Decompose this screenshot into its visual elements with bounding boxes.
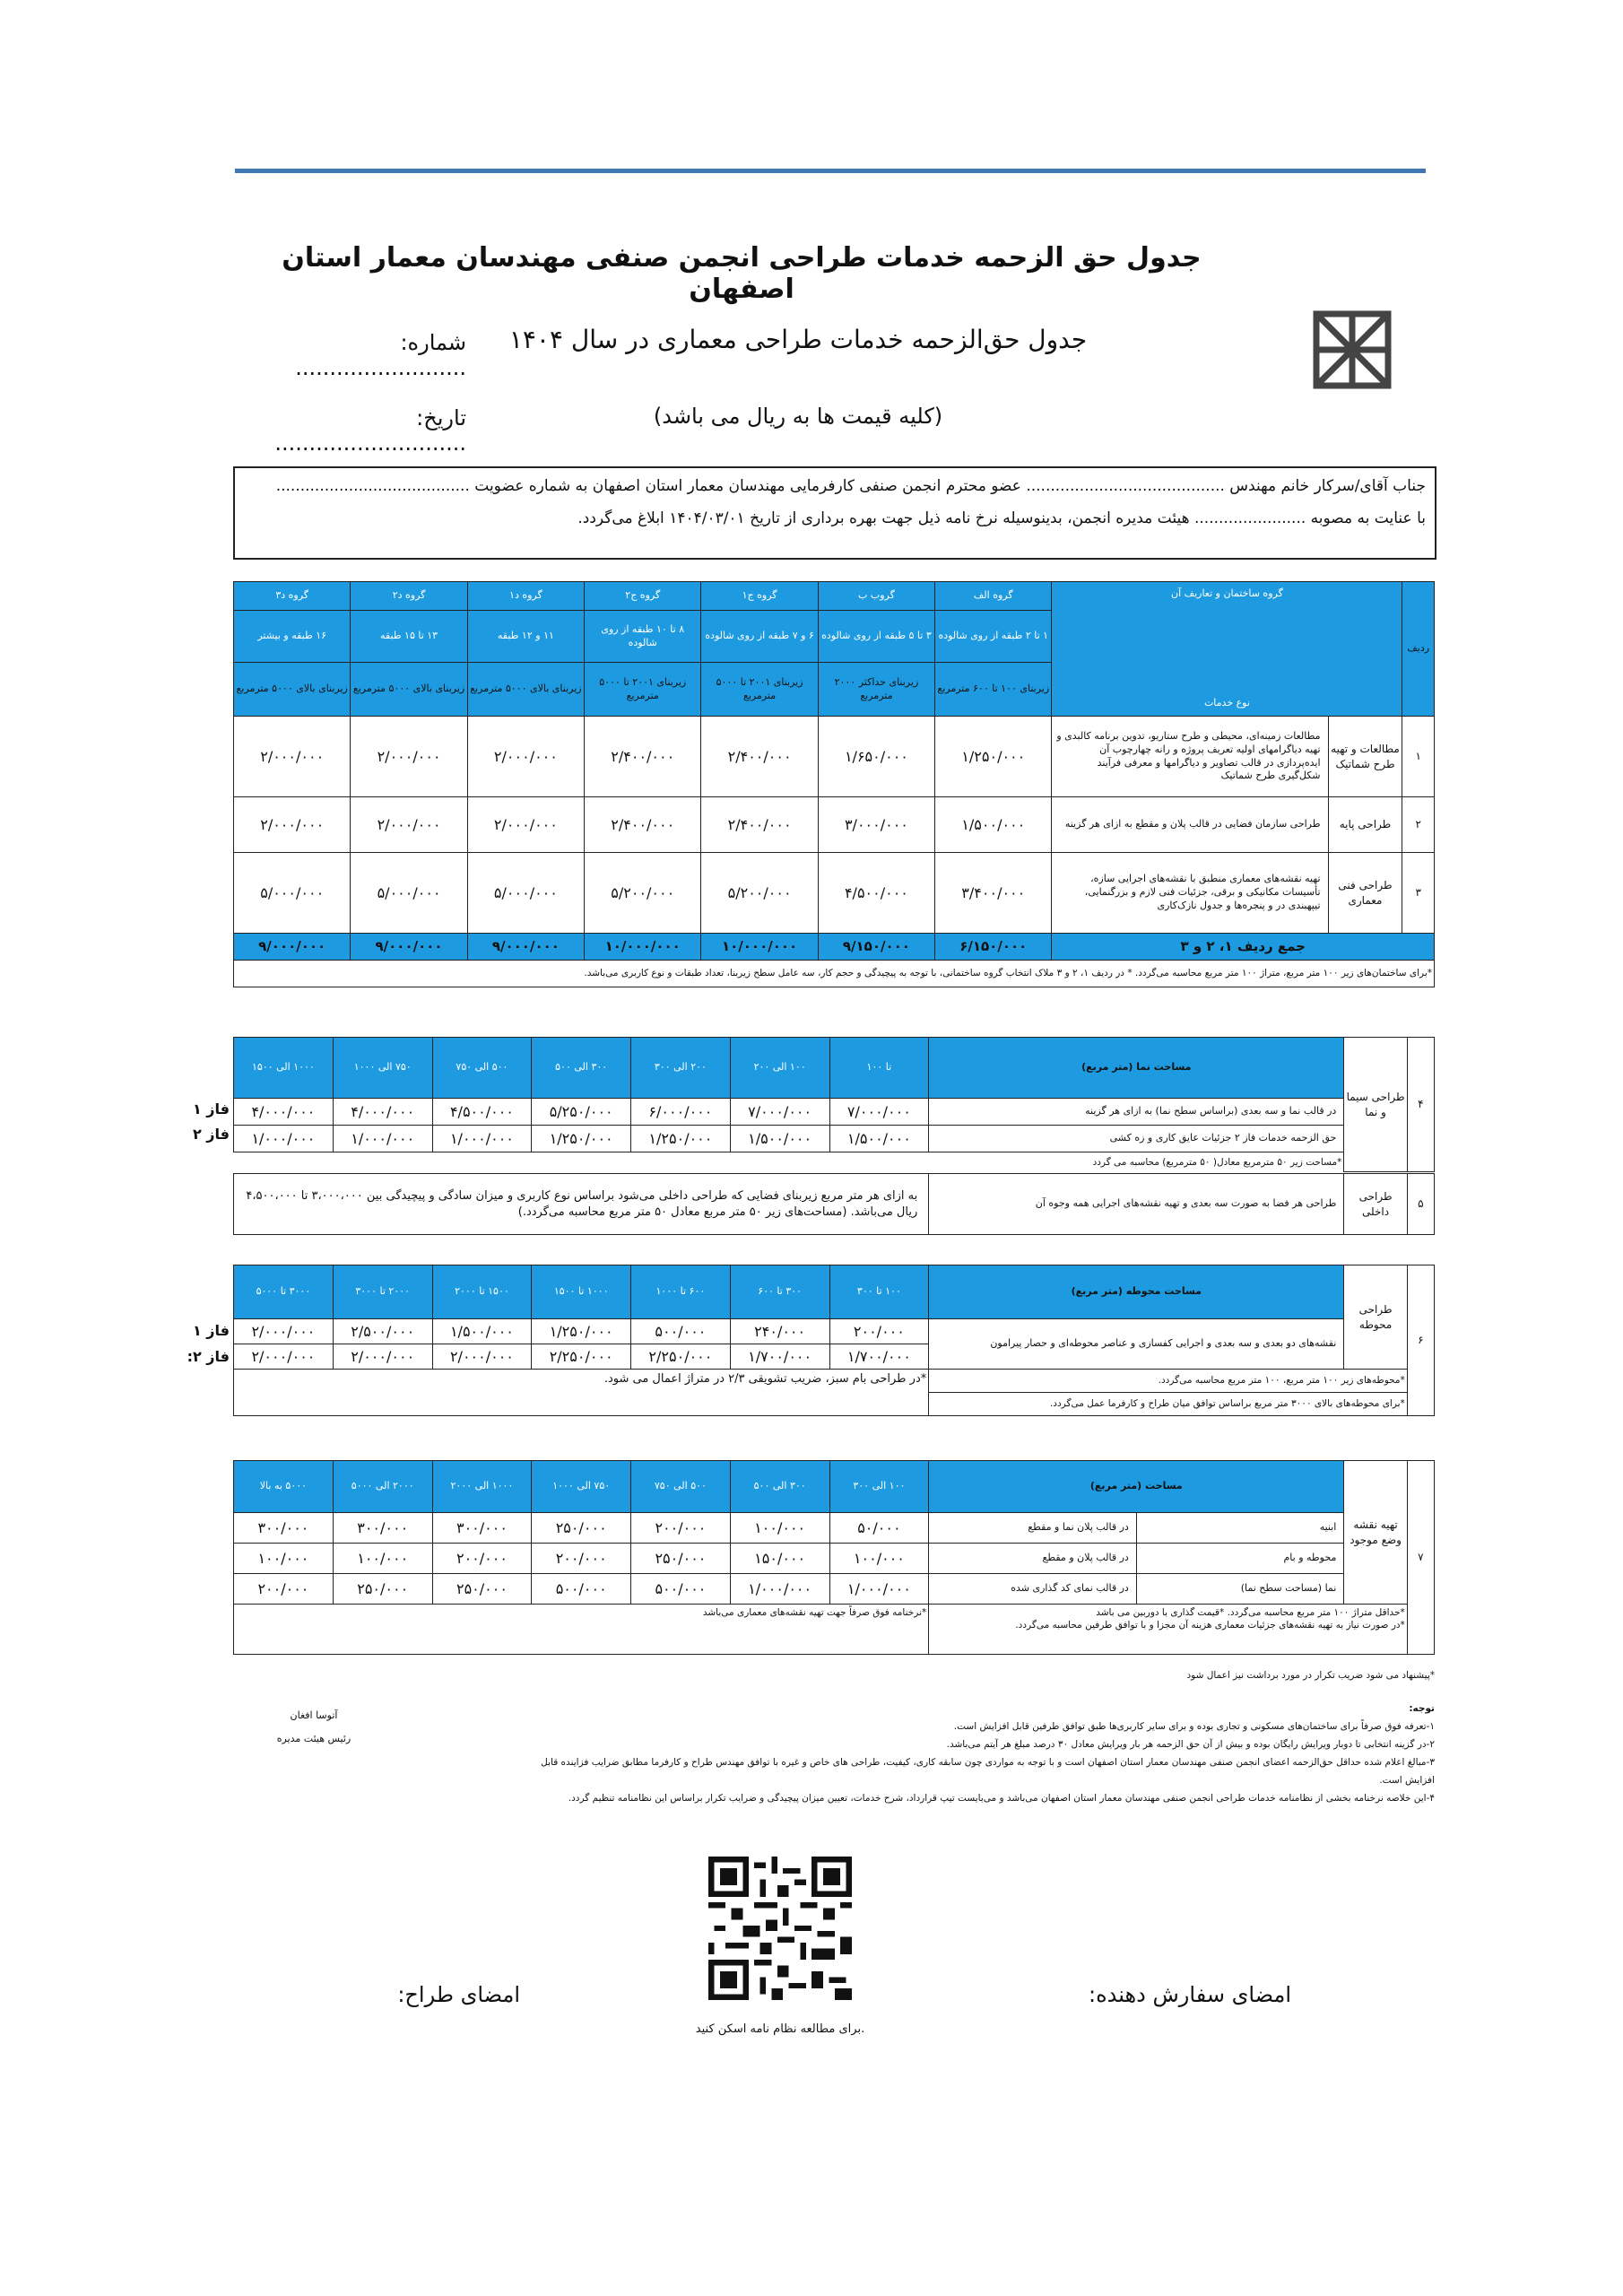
sum-cell: ۱۰/۰۰۰/۰۰۰ <box>585 934 701 961</box>
table-row <box>234 1574 1435 1605</box>
row-number: ۷ <box>1407 1461 1434 1655</box>
col-header: ۵۰۰ الی ۷۵۰ <box>432 1038 532 1099</box>
group-def: ۱۱ و ۱۲ طبقه <box>467 611 584 663</box>
fee-cell: ۵/۰۰۰/۰۰۰ <box>351 853 467 934</box>
fee-cell: ۱/۷۰۰/۰۰۰ <box>829 1344 929 1370</box>
service-name: طراحی پایه <box>1328 797 1402 853</box>
intro-line-1: جناب آقای/سرکار خانم مهندس ......................................... عضو محترم انجمن صنفی کارفرمایی مهندسان معمار استان اصفهان به شماره عضویت ........................................ <box>275 477 1426 495</box>
group-d3-name: گروه د۳ <box>234 582 351 611</box>
fee-cell: ۵/۰۰۰/۰۰۰ <box>467 853 584 934</box>
row-number: ۳ <box>1402 853 1435 934</box>
qr-code[interactable] <box>708 1857 852 2000</box>
service-name: طراحی داخلی <box>1344 1174 1407 1235</box>
sum-cell: ۹/۰۰۰/۰۰۰ <box>234 934 351 961</box>
fee-cell: ۲۰۰/۰۰۰ <box>829 1319 929 1344</box>
main-fee-table <box>233 581 1435 987</box>
row-number: ۶ <box>1407 1265 1434 1416</box>
fee-cell: ۷/۰۰۰/۰۰۰ <box>730 1099 829 1126</box>
fee-cell: ۲۵۰/۰۰۰ <box>333 1574 432 1605</box>
fee-cell: ۱/۲۵۰/۰۰۰ <box>532 1319 631 1344</box>
designer-signature[interactable]: امضای طراح: <box>397 1982 520 2007</box>
landscape-area-header: مساحت محوطه (متر مربع) <box>929 1265 1344 1319</box>
col-header: ۱۰۰۰ الی ۲۰۰۰ <box>432 1461 532 1513</box>
fee-cell: ۲/۵۰۰/۰۰۰ <box>333 1319 432 1344</box>
main-title: جدول حق الزحمه خدمات طراحی انجمن صنفی مهندسان معمار استان اصفهان <box>282 242 1202 305</box>
group-def: ۱ تا ۲ طبقه از روی شالوده <box>935 611 1052 663</box>
sum-label: جمع ردیف ۱، ۲ و ۳ <box>1052 934 1435 961</box>
fee-cell: ۱/۲۵۰/۰۰۰ <box>935 717 1052 797</box>
intro-box <box>233 466 1436 560</box>
facade-row2-desc: حق الزحمه خدمات فاز ۲ جزئیات عایق کاری و زه کشی <box>929 1126 1344 1152</box>
col-header: ۱۰۰ الی ۳۰۰ <box>829 1461 929 1513</box>
row-number-header: ردیف <box>1402 582 1435 717</box>
fee-cell: ۲/۰۰۰/۰۰۰ <box>333 1344 432 1370</box>
fee-cell: ۲۴۰/۰۰۰ <box>730 1319 829 1344</box>
fee-cell: ۲۰۰/۰۰۰ <box>532 1544 631 1574</box>
col-header: ۷۵۰ الی ۱۰۰۰ <box>532 1461 631 1513</box>
note-item: ۴-این خلاصه نرخنامه بخشی از نظامنامه خدمات طراحی انجمن صنفی مهندسان معمار استان اصفهان می‌باشد و می‌بایست تیپ قرارداد، شرح خدمات، تعیین میزان پیچیدگی و ضرایب تکرار براساس این نظامنامه تنظیم گردد. <box>568 1792 1435 1804</box>
fee-cell: ۱/۰۰۰/۰۰۰ <box>829 1574 929 1605</box>
fee-cell: ۱/۰۰۰/۰۰۰ <box>730 1574 829 1605</box>
fee-cell: ۲/۰۰۰/۰۰۰ <box>467 797 584 853</box>
facade-note: *مساحت زیر ۵۰ مترمربع معادل( ۵۰ مترمربع) محاسبه می گردد <box>1092 1156 1342 1168</box>
sum-cell: ۹/۱۵۰/۰۰۰ <box>818 934 934 961</box>
landscape-note-1: *محوطه‌های زیر ۱۰۰ متر مربع، ۱۰۰ متر مربع محاسبه می‌گردد. <box>929 1370 1408 1393</box>
fee-cell: ۱۰۰/۰۰۰ <box>333 1544 432 1574</box>
note-item: ۲-در گزینه انتخابی تا دوبار ویرایش رایگان بوده و بیش از آن حق الزحمه هر بار ویرایش معادل ۳۰ درصد مبلغ هر آیتم می‌باشد. <box>946 1738 1435 1750</box>
group-def: ۸ تا ۱۰ طبقه از روی شالوده <box>585 611 701 663</box>
col-header: ۵۰۰۰ به بالا <box>234 1461 334 1513</box>
fee-cell: ۱/۷۰۰/۰۰۰ <box>730 1344 829 1370</box>
phase-2-label: فاز ۲: <box>187 1348 230 1365</box>
table-row <box>234 1544 1435 1574</box>
fee-cell: ۴/۵۰۰/۰۰۰ <box>432 1099 532 1126</box>
fee-cell: ۲/۴۰۰/۰۰۰ <box>585 797 701 853</box>
group-area: زیربنای ۲۰۰۱ تا ۵۰۰۰ مترمربع <box>701 663 818 717</box>
fee-cell: ۲۰۰/۰۰۰ <box>631 1513 731 1544</box>
general-notes <box>538 1700 1435 1808</box>
survey-fee-table <box>233 1460 1435 1655</box>
survey-format: در قالب پلان نما و مقطع <box>929 1513 1137 1544</box>
col-header: ۵۰۰ الی ۷۵۰ <box>631 1461 731 1513</box>
fee-cell: ۵۰۰/۰۰۰ <box>631 1574 731 1605</box>
fee-cell: ۲/۰۰۰/۰۰۰ <box>234 717 351 797</box>
col-header: ۷۵۰ الی ۱۰۰۰ <box>333 1038 432 1099</box>
fee-cell: ۴/۰۰۰/۰۰۰ <box>333 1099 432 1126</box>
signatory-name: آتوسا افغان <box>290 1709 338 1721</box>
sum-row <box>234 934 1435 961</box>
fee-cell: ۲۵۰/۰۰۰ <box>432 1574 532 1605</box>
fee-cell: ۳۰۰/۰۰۰ <box>432 1513 532 1544</box>
col-header: ۳۰۰ الی ۵۰۰ <box>730 1461 829 1513</box>
service-desc: مطالعات زمینه‌ای، محیطی و طرح ستاریو، تدوین برنامه کالبدی و تهیه دیاگرامهای اولیه تعریف پروژه و رانه چهارچوب آن ایده‌پردازی در قالب تصاویر و دیاگرامها و معرفی فرآیند شکل‌گیری طرح شماتیک <box>1052 717 1328 797</box>
survey-format: در قالب پلان و مقطع <box>929 1544 1137 1574</box>
fee-cell: ۵/۲۰۰/۰۰۰ <box>585 853 701 934</box>
fee-cell: ۴/۰۰۰/۰۰۰ <box>234 1099 334 1126</box>
group-area: زیربنای بالای ۵۰۰۰ مترمربع <box>234 663 351 717</box>
service-name: طراحی فنی معماری <box>1328 853 1402 934</box>
fee-cell: ۲/۰۰۰/۰۰۰ <box>467 717 584 797</box>
phase-1-label: فاز ۱ <box>192 1100 230 1118</box>
number-field[interactable]: شماره: ......................... <box>295 330 466 380</box>
col-header: ۲۰۰۰ الی ۵۰۰۰ <box>333 1461 432 1513</box>
fee-cell: ۲/۰۰۰/۰۰۰ <box>432 1344 532 1370</box>
service-name: مطالعات و تهیه طرح شماتیک <box>1328 717 1402 797</box>
fee-cell: ۱۰۰/۰۰۰ <box>829 1544 929 1574</box>
fee-cell: ۲/۴۰۰/۰۰۰ <box>701 717 818 797</box>
currency-note: (کلیه قیمت ها به ریال می باشد) <box>653 404 943 429</box>
group-a-name: گروه الف <box>935 582 1052 611</box>
group-d2-name: گروه د۲ <box>351 582 467 611</box>
fee-cell: ۱/۲۵۰/۰۰۰ <box>631 1126 731 1152</box>
fee-cell: ۴/۵۰۰/۰۰۰ <box>818 853 934 934</box>
group-def: ۱۶ طبقه و بیشتر <box>234 611 351 663</box>
fee-cell: ۲۵۰/۰۰۰ <box>532 1513 631 1544</box>
fee-cell: ۲/۴۰۰/۰۰۰ <box>701 797 818 853</box>
fee-cell: ۲/۰۰۰/۰۰۰ <box>234 797 351 853</box>
fee-cell: ۳/۰۰۰/۰۰۰ <box>818 797 934 853</box>
interior-rate-text: به ازای هر متر مربع زیربنای فضایی که طراحی داخلی می‌شود براساس نوع کاربری و میزان سادگی و پیچیدگی بین ۳،۰۰۰،۰۰۰ تا ۴،۵۰۰،۰۰۰ ریال می‌باشد. (مساحت‌های زیر ۵۰ متر مربع معادل ۵۰ متر مربع محاسبه می‌گردد.) <box>234 1174 929 1235</box>
row-number: ۵ <box>1407 1174 1434 1235</box>
col-header: ۱۰۰ تا ۳۰۰ <box>829 1265 929 1319</box>
service-name: طراحی سیما و نما <box>1344 1038 1407 1172</box>
facade-area-header: مساحت نما (متر مربع) <box>929 1038 1344 1099</box>
col-header: ۱۰۰۰ الی ۱۵۰۰ <box>234 1038 334 1099</box>
fee-cell: ۵۰/۰۰۰ <box>829 1513 929 1544</box>
group-d1-name: گروه د۱ <box>467 582 584 611</box>
date-field[interactable]: تاریخ: ............................ <box>274 405 466 456</box>
service-desc: طراحی سازمان فضایی در قالب پلان و مقطع به ازای هر گزینه <box>1052 797 1328 853</box>
fee-cell: ۲۰۰/۰۰۰ <box>432 1544 532 1574</box>
col-header: ۳۰۰ الی ۵۰۰ <box>532 1038 631 1099</box>
group-area: زیربنای ۲۰۰۱ تا ۵۰۰۰ مترمربع <box>585 663 701 717</box>
group-def: ۳ تا ۵ طبقه از روی شالوده <box>818 611 934 663</box>
fee-cell: ۱/۰۰۰/۰۰۰ <box>333 1126 432 1152</box>
sum-cell: ۹/۰۰۰/۰۰۰ <box>351 934 467 961</box>
survey-type: ابنیه <box>1136 1513 1344 1544</box>
fee-cell: ۲/۰۰۰/۰۰۰ <box>351 717 467 797</box>
group-c1-name: گروه ج۱ <box>701 582 818 611</box>
client-signature[interactable]: امضای سفارش دهنده: <box>1089 1982 1291 2007</box>
top-divider-line <box>235 169 1426 173</box>
facade-row1-desc: در قالب نما و سه بعدی (براساس سطح نما) به ازای هر گزینه <box>929 1099 1344 1126</box>
sub-title: جدول حق‌الزحمه خدمات طراحی معماری در سال ۱۴۰۴ <box>508 325 1088 354</box>
fee-cell: ۱۰۰/۰۰۰ <box>730 1513 829 1544</box>
fee-cell: ۱/۶۵۰/۰۰۰ <box>818 717 934 797</box>
group-service-header: گروه ساختمان و تعاریف آن نوع خدمات <box>1052 582 1402 717</box>
fee-cell: ۲/۲۵۰/۰۰۰ <box>532 1344 631 1370</box>
survey-note-4: *پیشنهاد می شود ضریب تکرار در مورد برداشت نیز اعمال شود <box>1186 1670 1435 1681</box>
group-b-name: گروب ب <box>818 582 934 611</box>
fee-cell: ۲/۰۰۰/۰۰۰ <box>234 1344 334 1370</box>
group-def: ۱۳ تا ۱۵ طبقه <box>351 611 467 663</box>
group-def: ۶ و ۷ طبقه از روی شالوده <box>701 611 818 663</box>
col-header: ۱۵۰۰ تا ۲۰۰۰ <box>432 1265 532 1319</box>
fee-cell: ۱۵۰/۰۰۰ <box>730 1544 829 1574</box>
fee-cell: ۶/۰۰۰/۰۰۰ <box>631 1099 731 1126</box>
survey-note-2: *در صورت نیاز به تهیه نقشه‌های جزئیات معماری هزینه آن مجزا و با توافق طرفین محاسبه می‌گردد. <box>1015 1620 1405 1631</box>
notes-title: توجه: <box>1409 1703 1435 1714</box>
group-area: زیربنای بالای ۵۰۰۰ مترمربع <box>467 663 584 717</box>
group-area: زیربنای بالای ۵۰۰۰ مترمربع <box>351 663 467 717</box>
fee-cell: ۲۵۰/۰۰۰ <box>631 1544 731 1574</box>
fee-cell: ۲/۰۰۰/۰۰۰ <box>234 1319 334 1344</box>
table-row <box>234 1513 1435 1544</box>
sum-cell: ۹/۰۰۰/۰۰۰ <box>467 934 584 961</box>
service-name: طراحی محوطه <box>1344 1265 1407 1370</box>
col-header: ۲۰۰۰ تا ۳۰۰۰ <box>333 1265 432 1319</box>
fee-cell: ۵۰۰/۰۰۰ <box>532 1574 631 1605</box>
row-number: ۱ <box>1402 717 1435 797</box>
col-header: ۱۰۰۰ تا ۱۵۰۰ <box>532 1265 631 1319</box>
sum-cell: ۱۰/۰۰۰/۰۰۰ <box>701 934 818 961</box>
service-desc: تهیه نقشه‌های معماری منطبق با نقشه‌های اجرایی سازه، تأسیسات مکانیکی و برقی، جزئیات فنی لازم و بزرگنمایی، تیپهبندی در و پنجره‌ها و جدول نازک‌کاری <box>1052 853 1328 934</box>
fee-cell: ۱۰۰/۰۰۰ <box>234 1544 334 1574</box>
group-c2-name: گروه ج۲ <box>585 582 701 611</box>
sum-cell: ۶/۱۵۰/۰۰۰ <box>935 934 1052 961</box>
fee-cell: ۵/۰۰۰/۰۰۰ <box>234 853 351 934</box>
qr-caption: .برای مطالعه نظام نامه اسکن کنید <box>695 2022 865 2036</box>
col-header: تا ۱۰۰ <box>829 1038 929 1099</box>
signatory-block <box>251 1704 377 1752</box>
interior-fee-table <box>233 1173 1435 1235</box>
fee-cell: ۱/۵۰۰/۰۰۰ <box>829 1126 929 1152</box>
fee-cell: ۲/۲۵۰/۰۰۰ <box>631 1344 731 1370</box>
fee-cell: ۱/۵۰۰/۰۰۰ <box>432 1319 532 1344</box>
survey-note-3: *نرخنامه فوق صرفاً جهت تهیه نقشه‌های معماری می‌باشد <box>234 1605 929 1655</box>
fee-cell: ۵/۲۰۰/۰۰۰ <box>701 853 818 934</box>
fee-cell: ۱/۰۰۰/۰۰۰ <box>432 1126 532 1152</box>
fee-cell: ۳/۴۰۰/۰۰۰ <box>935 853 1052 934</box>
survey-type: نما (مساحت سطح نما) <box>1136 1574 1344 1605</box>
survey-note-1: *حداقل متراژ ۱۰۰ متر مربع محاسبه می‌گردد. *قیمت گذاری با دوربین می باشد <box>1096 1607 1405 1618</box>
col-header: ۳۰۰۰ تا ۵۰۰۰ <box>234 1265 334 1319</box>
association-logo <box>1307 305 1397 422</box>
phase-2-label: فاز ۲ <box>192 1126 230 1143</box>
landscape-note-3: *در طراحی بام سبز، ضریب تشویقی ۲/۳ در متراژ اعمال می شود. <box>234 1370 929 1416</box>
fee-cell: ۱/۵۰۰/۰۰۰ <box>730 1126 829 1152</box>
facade-fee-table <box>233 1037 1435 1172</box>
service-name: تهیه نقشه وضع موجود <box>1344 1461 1407 1605</box>
col-header: ۶۰۰ تا ۱۰۰۰ <box>631 1265 731 1319</box>
landscape-fee-table <box>233 1265 1435 1416</box>
survey-format: در قالب نمای کد گذاری شده <box>929 1574 1137 1605</box>
survey-notes <box>929 1605 1408 1655</box>
landscape-note-2: *برای محوطه‌های بالای ۳۰۰۰ متر مربع براساس توافق میان طراح و کارفرما عمل می‌گردد. <box>929 1393 1408 1416</box>
interior-desc: طراحی هر فضا به صورت سه بعدی و تهیه نقشه‌های اجرایی همه وجوه آن <box>929 1174 1344 1235</box>
col-header: ۲۰۰ الی ۳۰۰ <box>631 1038 731 1099</box>
fee-cell: ۳۰۰/۰۰۰ <box>234 1513 334 1544</box>
table1-footnote: *برای ساختمان‌های زیر ۱۰۰ متر مربع، متراژ ۱۰۰ متر مربع محاسبه می‌گردد. * در ردیف ۱، ۲ و ۳ ملاک انتخاب گروه ساختمانی، با توجه به پیچیدگی و حجم کار، سه عامل سطح زیربنا، تعداد طبقات و نوع کاربری می‌باشد. <box>234 961 1435 987</box>
fee-cell: ۵۰۰/۰۰۰ <box>631 1319 731 1344</box>
fee-cell: ۲/۴۰۰/۰۰۰ <box>585 717 701 797</box>
landscape-desc: نقشه‌های دو بعدی و سه بعدی و اجرایی کفسازی و عناصر محوطه‌ای و حصار پیرامون <box>929 1319 1344 1370</box>
survey-area-header: مساحت (متر مربع) <box>929 1461 1344 1513</box>
fee-cell: ۳۰۰/۰۰۰ <box>333 1513 432 1544</box>
table-row <box>234 717 1435 797</box>
fee-cell: ۷/۰۰۰/۰۰۰ <box>829 1099 929 1126</box>
fee-cell: ۵/۲۵۰/۰۰۰ <box>532 1099 631 1126</box>
table-row <box>234 797 1435 853</box>
phase-1-label: فاز ۱ <box>192 1322 230 1339</box>
col-header: ۱۰۰ الی ۲۰۰ <box>730 1038 829 1099</box>
note-item: ۱-تعرفه فوق صرفاً برای ساختمان‌های مسکونی و تجاری بوده و برای سایر کاربری‌ها طبق توافق طرفین قابل افزایش است. <box>953 1720 1435 1732</box>
fee-cell: ۱/۲۵۰/۰۰۰ <box>532 1126 631 1152</box>
intro-line-2: با عنایت به مصوبه ....................... هیئت مدیره انجمن، بدینوسیله نرخ نامه ذیل جهت بهره برداری از تاریخ ۱۴۰۴/۰۳/۰۱ ابلاغ می‌گردد. <box>577 509 1426 527</box>
note-item: ۳-مبالغ اعلام شده حداقل حق‌الزحمه اعضای انجمن صنفی مهندسان معمار استان اصفهان است و با توجه به مواردی چون سابقه کاری، کیفیت، طراحی های خاص و غیره با توافق مهندس طراح و کارفرما مطابق ضرایب فزاینده قابل افزایش است. <box>541 1756 1435 1786</box>
fee-cell: ۱/۰۰۰/۰۰۰ <box>234 1126 334 1152</box>
survey-type: محوطه و بام <box>1136 1544 1344 1574</box>
fee-cell: ۲۰۰/۰۰۰ <box>234 1574 334 1605</box>
table-row <box>234 853 1435 934</box>
row-number: ۴ <box>1407 1038 1434 1172</box>
group-area: زیربنای ۱۰۰ تا ۶۰۰ مترمربع <box>935 663 1052 717</box>
group-area: زیربنای حداکثر ۲۰۰۰ مترمربع <box>818 663 934 717</box>
col-header: ۳۰۰ تا ۶۰۰ <box>730 1265 829 1319</box>
signatory-role: رئیس هیئت مدیره <box>276 1733 352 1745</box>
row-number: ۲ <box>1402 797 1435 853</box>
fee-cell: ۱/۵۰۰/۰۰۰ <box>935 797 1052 853</box>
fee-cell: ۲/۰۰۰/۰۰۰ <box>351 797 467 853</box>
